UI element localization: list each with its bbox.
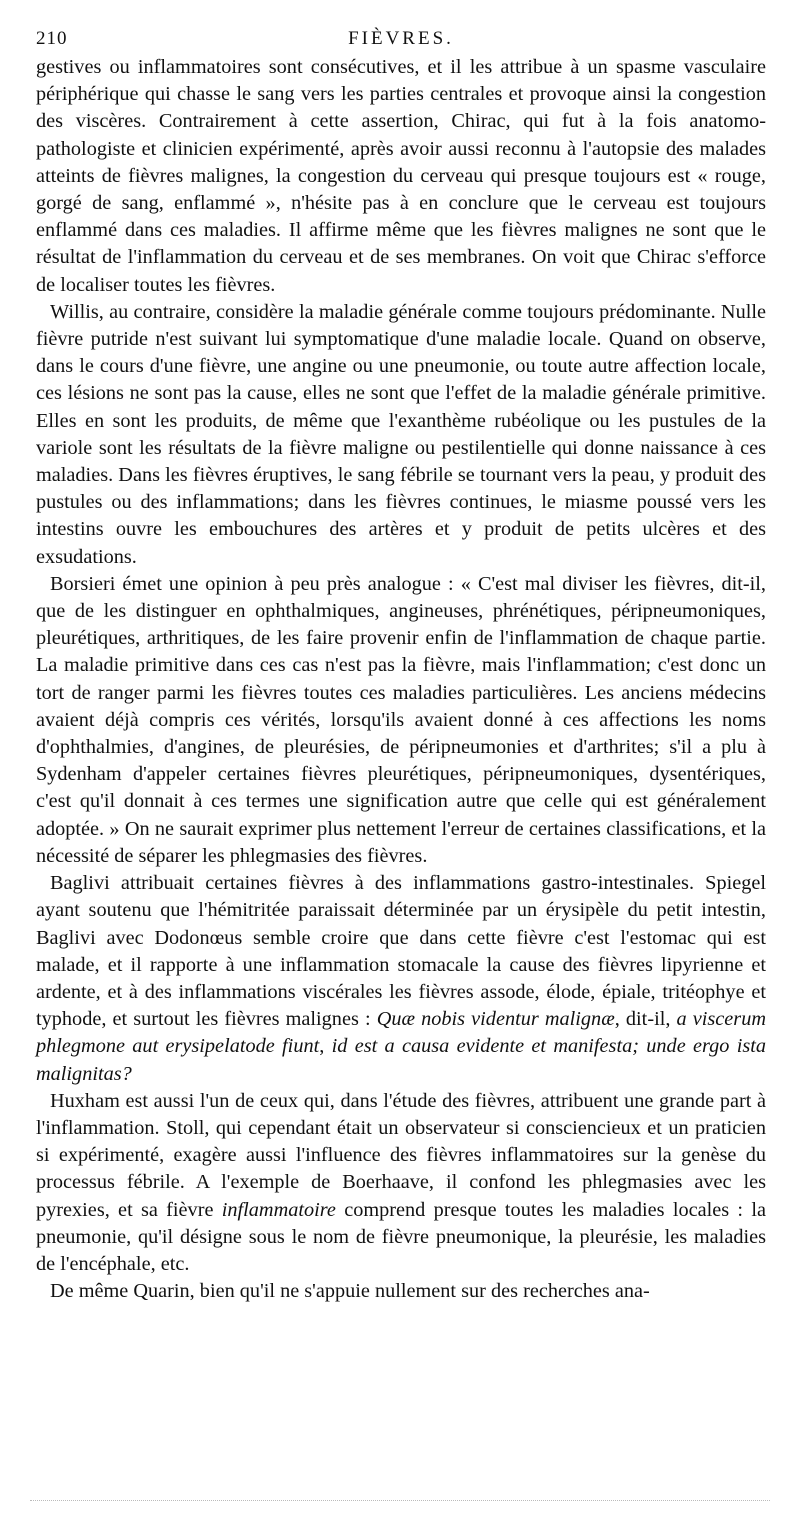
running-title: FIÈVRES.: [348, 28, 454, 49]
latin-quote: id est a causa evidente et manifesta; unde ergo ista malignitas?: [36, 1035, 767, 1085]
latin-quote: a viscerum phlegmone aut erysipelatode fiunt: [36, 1008, 766, 1058]
book-page: [36, 26, 766, 1305]
paragraph-text: gestives ou inflammatoires sont consécutives, et il les attribue à un spasme vasculaire périphérique qui chasse le sang vers les parties centrales et provoque ainsi la congestion des viscères. Contrairement à cette assertion, Chirac, qui fut à la fois anatomo-pathologiste et clinicien expérimenté, après avoir aussi reconnu à l'autopsie des malades atteints de fièvres malignes, la congestion du cerveau qui presque toujours est « rouge, gorgé de sang, enflammé », n'hésite pas à en conclure que le cerveau est toujours enflammé dans ces maladies. Il affirme même que les fièvres malignes ne sont que le résultat de l'inflammation du cerveau et de ses membranes. On voit que Chirac s'efforce de localiser toutes les fièvres.: [36, 56, 766, 296]
body-text: [36, 54, 766, 1305]
paragraph-text: , dit-il,: [614, 1008, 677, 1031]
paragraph-text: De même Quarin, bien qu'il ne s'appuie nullement sur des recherches ana-: [50, 1280, 650, 1303]
page-bottom-rule: [30, 1500, 770, 1502]
paragraph-huxham: [36, 1088, 766, 1278]
paragraph-text: Baglivi attribuait certaines fièvres à des inflammations gastro-intestinales. Spiegel ayant soutenu que l'hémitritée paraissait déterminée par un érysipèle du petit intestin, Baglivi avec Dodonœus semble croire que dans cette fièvre c'est l'estomac qui est malade, et il rapporte à une inflammation stomacale la cause des fièvres lipyrienne et ardente, et à des inflammations viscérales les fièvres assode, élode, épiale, tritéophye et typhode, et surtout les fièvres malignes :: [36, 872, 766, 1031]
italic-term: inflammatoire: [221, 1198, 336, 1221]
page-number: 210: [36, 28, 68, 49]
paragraph-text: comprend presque toutes les maladies locales : la pneumonie, qu'il désigne sous le nom de fièvre pneumonique, la pleurésie, les maladies de l'encéphale, etc.: [36, 1198, 766, 1275]
latin-quote: Quæ nobis videntur malignæ: [376, 1008, 615, 1031]
paragraph-text: Willis, au contraire, considère la maladie générale comme toujours prédominante. Nulle fièvre putride n'est suivant lui symptomatique d'une maladie locale. Quand on observe, dans le cours d'une fièvre, une angine ou une pneumonie, ou toute autre affection locale, ces lésions ne sont pas la cause, elles ne sont que l'effet de la maladie générale primitive. Elles en sont les produits, de même que l'exanthème rubéolique ou les pustules de la variole sont les résultats de la fièvre maligne ou pestilentielle qui donne naissance à ces maladies. Dans les fièvres éruptives, le sang fébrile se tournant vers la peau, y produit des pustules ou des inflammations; dans les fièvres continues, le miasme poussé vers les intestins ouvre les embouchures des artères et y produit de petits ulcères et des exsudations.: [36, 300, 766, 568]
paragraph-quarin: [36, 1278, 766, 1305]
paragraph-baglivi: [36, 870, 766, 1088]
paragraph-text: ,: [319, 1035, 332, 1058]
paragraph-willis: [36, 299, 766, 571]
paragraph-text: Borsieri émet une opinion à peu près analogue : « C'est mal diviser les fièvres, dit-il, que de les distinguer en ophthalmiques, angineuses, phrénétiques, péripneumoniques, pleurétiques, arthritiques, de les faire provenir enfin de l'inflammation de chaque partie. La maladie primitive dans ces cas n'est pas la fièvre, mais l'inflammation; c'est donc un tort de ranger parmi les fièvres toutes ces maladies particulières. Les anciens médecins avaient déjà compris ces vérités, lorsqu'ils avaient donné à ces affections les noms d'ophthalmies, d'angines, de pleurésies, de péripneumonies et d'arthrites; s'il a plu à Sydenham d'appeler certaines fièvres pleurétiques, péripneumoniques, dysentériques, c'est qu'il donnait à ces termes une signification autre que celle qui est généralement adoptée. » On ne saurait exprimer plus nettement l'erreur de certaines classifications, et la nécessité de séparer les phlegmasies des fièvres.: [36, 572, 766, 867]
paragraph-text: Huxham est aussi l'un de ceux qui, dans l'étude des fièvres, attribuent une grande part à l'inflammation. Stoll, qui cependant était un observateur si consciencieux et un praticien si expérimenté, exagère aussi l'influence des fièvres inflammatoires sur la genèse du processus fébrile. A l'exemple de Boerhaave, il confond les phlegmasies avec les pyrexies, et sa fièvre: [36, 1089, 766, 1221]
paragraph-borsieri: [36, 571, 766, 870]
paragraph-chirac: [36, 54, 766, 299]
page-header: [36, 26, 766, 54]
